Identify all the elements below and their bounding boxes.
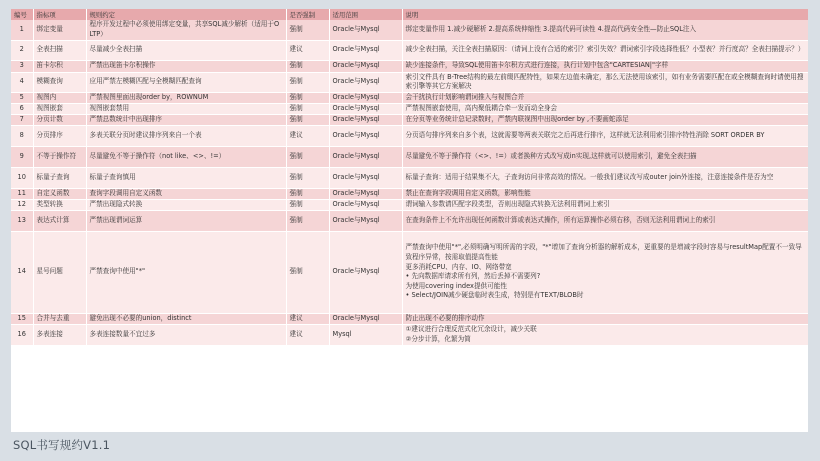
cell-forced: 建议: [286, 313, 329, 324]
table-row: [11, 210, 808, 231]
cell-id: 12: [11, 199, 33, 210]
cell-scope: Oracle与Mysql: [329, 210, 402, 231]
cell-forced: 强制: [286, 92, 329, 103]
cell-item: 模糊查询: [33, 72, 86, 92]
cell-rule: 程序开发过程中必须使用绑定变量，共享SQL减少解析（适用于OLTP）: [86, 20, 286, 40]
cell-desc: 减少全表扫描，关注全表扫描原因：（请词上没有合适的索引？索引失效？谓词索引字段选择性低？小型表？并行度高？全表扫描提示？）: [402, 40, 808, 60]
cell-forced: 强制: [286, 146, 329, 167]
cell-rule: 严禁视图里面出现order by，ROWNUM: [86, 92, 286, 103]
cell-id: 13: [11, 210, 33, 231]
document-title: SQL书写规约V1.1: [13, 438, 111, 452]
header-scope: 适用范围: [329, 9, 402, 20]
cell-forced: 强制: [286, 103, 329, 114]
cell-rule: 严禁查询中使用"*": [86, 231, 286, 313]
cell-forced: 建议: [286, 324, 329, 345]
cell-rule: 查询字段调用自定义函数: [86, 188, 286, 199]
cell-scope: Oracle与Mysql: [329, 114, 402, 125]
cell-rule: 严禁出现笛卡尔积操作: [86, 60, 286, 72]
cell-scope: Oracle与Mysql: [329, 20, 402, 40]
cell-item: 合并与去重: [33, 313, 86, 324]
cell-scope: Oracle与Mysql: [329, 103, 402, 114]
cell-desc: 索引文件具有 B-Tree结构的最左前缀匹配特性，如果左边值未确定，那么无法使用该索引，如有业务需要匹配在或全模糊查询时请使用搜索引擎等其它方案解决: [402, 72, 808, 92]
cell-rule: 严禁出现谓词运算: [86, 210, 286, 231]
cell-forced: 强制: [286, 188, 329, 199]
cell-scope: Oracle与Mysql: [329, 40, 402, 60]
cell-forced: 建议: [286, 125, 329, 146]
cell-id: 15: [11, 313, 33, 324]
cell-id: 8: [11, 125, 33, 146]
table-row: [11, 146, 808, 167]
table-row: [11, 92, 808, 103]
cell-desc: 绑定变量作用 1.减少硬解析 2.提高系统伸缩性 3.提高代码可读性 4.提高代码安全性—防止SQL注入: [402, 20, 808, 40]
cell-item: 分页计数: [33, 114, 86, 125]
table-row: [11, 313, 808, 324]
cell-item: 不等于操作符: [33, 146, 86, 167]
desc-line: • 先向数据库请求所有列，然后丢掉不需要列?: [405, 272, 541, 281]
cell-item: 标量子查询: [33, 167, 86, 188]
cell-forced: 强制: [286, 72, 329, 92]
header-desc: 说明: [402, 9, 808, 20]
desc-line: ②分步计算，化繁为简: [405, 334, 471, 343]
table-row: [11, 103, 808, 114]
cell-item: 类型转换: [33, 199, 86, 210]
cell-scope: Oracle与Mysql: [329, 125, 402, 146]
cell-desc: 防止出现不必要的排序动作: [402, 313, 808, 324]
cell-forced: 建议: [286, 40, 329, 60]
cell-rule: 应用严禁左模糊匹配与全模糊匹配查询: [86, 72, 286, 92]
cell-scope: Mysql: [329, 324, 402, 345]
cell-desc: 禁止在查询字段调用自定义函数，影响性能: [402, 188, 808, 199]
cell-desc: 标量子查询：适用于结果集不大，子查询访问非常高效的情况。一般我们建议改写成outer join外连接，注意连接条件是否为空: [402, 167, 808, 188]
cell-id: 11: [11, 188, 33, 199]
cell-id: 6: [11, 103, 33, 114]
cell-scope: Oracle与Mysql: [329, 199, 402, 210]
cell-forced: 强制: [286, 199, 329, 210]
cell-item: 自定义函数: [33, 188, 86, 199]
cell-forced: 强制: [286, 20, 329, 40]
cell-scope: Oracle与Mysql: [329, 92, 402, 103]
table-row: [11, 231, 808, 313]
cell-id: 14: [11, 231, 33, 313]
cell-scope: Oracle与Mysql: [329, 188, 402, 199]
cell-item: 表达式计算: [33, 210, 86, 231]
desc-line: ①建议进行合理反范式化冗余设计，减少关联: [405, 325, 537, 334]
cell-rule: 视图嵌套禁用: [86, 103, 286, 114]
cell-desc: 会干扰执行计划影响谓词推入与视图合并: [402, 92, 808, 103]
cell-id: 9: [11, 146, 33, 167]
cell-scope: Oracle与Mysql: [329, 167, 402, 188]
cell-scope: Oracle与Mysql: [329, 72, 402, 92]
table-row: [11, 125, 808, 146]
table-row: [11, 324, 808, 345]
cell-forced: 强制: [286, 210, 329, 231]
cell-id: 1: [11, 20, 33, 40]
table-row: [11, 20, 808, 40]
cell-id: 3: [11, 60, 33, 72]
header-item: 指标项: [33, 9, 86, 20]
cell-item: 笛卡尔积: [33, 60, 86, 72]
cell-rule: 标量子查询慎用: [86, 167, 286, 188]
header-forced: 是否强制: [286, 9, 329, 20]
cell-item: 视图嵌套: [33, 103, 86, 114]
cell-item: 视图内: [33, 92, 86, 103]
cell-rule: 严禁出现隐式转换: [86, 199, 286, 210]
cell-id: 2: [11, 40, 33, 60]
table-row: [11, 188, 808, 199]
cell-desc: 严禁视图嵌套使用，高内聚低耦合牵一发而动全身会: [402, 103, 808, 114]
table-row: [11, 60, 808, 72]
cell-item: 分页排序: [33, 125, 86, 146]
table-row: [11, 114, 808, 125]
desc-line: 为使用covering index提供可能性: [405, 281, 507, 290]
cell-desc: 尽量避免不等于操作符（<>、!=）或者换种方式改写成in实现,这样就可以使用索引，避免全表扫描: [402, 146, 808, 167]
cell-rule: 尽量减少全表扫描: [86, 40, 286, 60]
cell-item: 全表扫描: [33, 40, 86, 60]
table-row: [11, 199, 808, 210]
cell-forced: 强制: [286, 231, 329, 313]
cell-forced: 强制: [286, 167, 329, 188]
cell-id: 10: [11, 167, 33, 188]
table-row: [11, 167, 808, 188]
header-rule: 规则约定: [86, 9, 286, 20]
cell-rule: 多表关联分页时建议排序列来自一个表: [86, 125, 286, 146]
table-header-row: [11, 9, 808, 20]
desc-line: • Select/JOIN减少硬盘临时表生成，特别是有TEXT/BLOB时: [405, 291, 584, 300]
cell-item: 绑定变量: [33, 20, 86, 40]
rules-table-card: [11, 9, 808, 432]
cell-id: 4: [11, 72, 33, 92]
cell-scope: Oracle与Mysql: [329, 313, 402, 324]
desc-line: 更多消耗CPU、内存、IO、网络带宽: [405, 262, 512, 271]
cell-desc: [402, 231, 808, 313]
cell-scope: Oracle与Mysql: [329, 146, 402, 167]
table-row: [11, 40, 808, 60]
cell-desc: 在分页等业务统计总记录数时，严禁内联视图中出现order by ,不要画蛇添足: [402, 114, 808, 125]
cell-desc: 在查询条件上不允许出现任何函数计算或表达式操作，所有运算操作必须右移，否则无法利用谓词上的索引: [402, 210, 808, 231]
cell-rule: 严禁总数统计中出现排序: [86, 114, 286, 125]
cell-desc: [402, 324, 808, 345]
cell-id: 5: [11, 92, 33, 103]
header-id: 编号: [11, 9, 33, 20]
cell-scope: Oracle与Mysql: [329, 231, 402, 313]
cell-desc: 缺少连接条件，导致SQL使用笛卡尔积方式进行连接，执行计划中包含"CARTESIAN|"字样: [402, 60, 808, 72]
cell-id: 16: [11, 324, 33, 345]
cell-desc: 谓词输入参数请匹配字段类型，否则出现隐式转换无法利用谓词上索引: [402, 199, 808, 210]
cell-forced: 强制: [286, 114, 329, 125]
cell-item: 星号问题: [33, 231, 86, 313]
cell-rule: 尽量避免不等于操作符（not like、<>、!=）: [86, 146, 286, 167]
cell-rule: 避免出现不必要的union，distinct: [86, 313, 286, 324]
desc-line: 严禁查询中使用"*",必须明确写明所需的字段，"*"增加了查询分析器的解析成本，更重要的是增减字段时容易与resultMap配置不一致导致程序异常，按需取值提高性能: [405, 243, 802, 261]
cell-forced: 强制: [286, 60, 329, 72]
cell-desc: 分页语句排序列来自多个表，这就需要等两表关联完之后再进行排序，这样就无法利用索引排序特性消除 SORT ORDER BY: [402, 125, 808, 146]
cell-scope: Oracle与Mysql: [329, 60, 402, 72]
sql-rules-table: [11, 9, 808, 346]
cell-rule: 多表连接数量不宜过多: [86, 324, 286, 345]
table-row: [11, 72, 808, 92]
cell-id: 7: [11, 114, 33, 125]
cell-item: 多表连接: [33, 324, 86, 345]
